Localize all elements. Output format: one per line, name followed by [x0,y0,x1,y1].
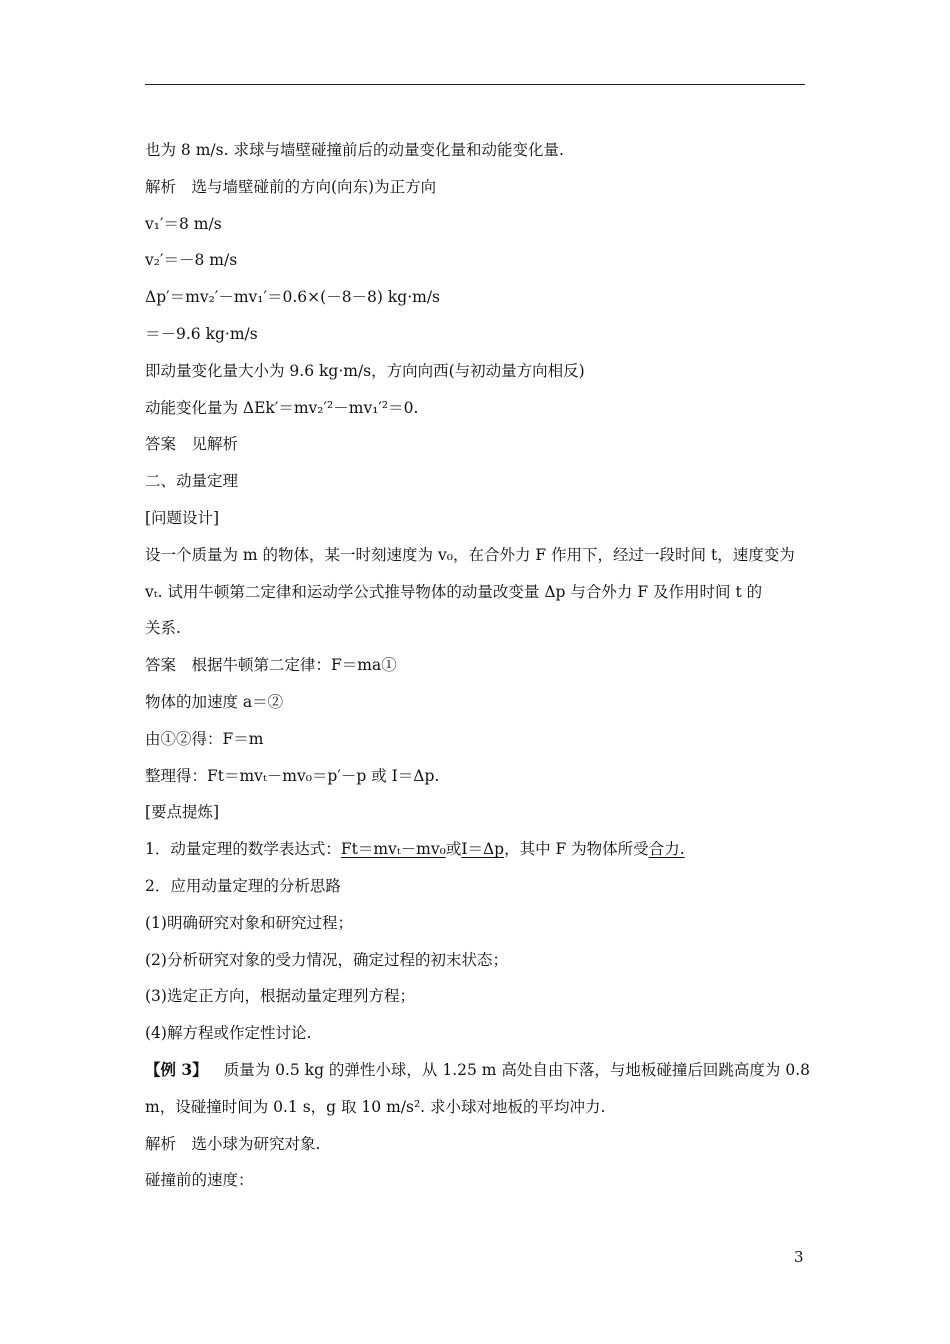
key-point-1 [145,839,810,859]
list-item: (4)解方程或作定性讨论. [145,1024,312,1043]
text-line: 碰撞前的速度： [145,1171,254,1190]
text-line: 物体的加速度 a＝② [145,692,284,711]
text-line: 解析 选与墙壁碰前的方向(向东)为正方向 [145,177,437,196]
paragraph-row [145,1060,810,1080]
text-line: v₂′＝－8 m/s [145,251,238,270]
text-line: 也为 8 m/s. 求球与墙壁碰撞前后的动量变化量和动能变化量. [145,141,564,159]
text-line: 答案 根据牛顿第二定律：F＝ma① [145,656,397,675]
text-line: 动能变化量为 ΔEk′＝mv₂′²－mv₁′²＝0. [145,398,419,417]
text-line: 即动量变化量大小为 9.6 kg·m/s，方向向西(与初动量方向相反) [145,361,585,380]
list-item: (2)分析研究对象的受力情况，确定过程的初末状态； [145,950,508,969]
page-body [145,140,810,1207]
header-rule [145,84,805,85]
connector-text: ，其中 F 为物体所受 [504,840,649,859]
text-line: 由①②得：F＝m [145,729,264,748]
term-underlined: 合力. [648,840,685,859]
connector-text: 或 [445,840,462,859]
text-line: Δp′＝mv₂′－mv₁′＝0.6×(－8－8) kg·m/s [145,288,441,307]
subsection-heading: [问题设计] [145,508,220,527]
formula-underlined: Ft＝mvₜ－mv₀ [340,840,446,859]
subsection-heading: [要点提炼] [145,803,220,822]
key-point-prefix: 1．动量定理的数学表达式： [145,840,341,859]
text-line: v₁′＝8 m/s [145,214,222,233]
text-line: 整理得：Ft＝mvₜ－mv₀＝p′－p 或 I＝Δp. [145,766,440,785]
text-line: 2．应用动量定理的分析思路 [145,876,341,895]
paragraph-row: m，设碰撞时间为 0.1 s，g 取 10 m/s². 求小球对地板的平均冲力. [145,1097,606,1116]
formula-underlined: I＝Δp [461,840,505,859]
answer-line: 答案 见解析 [145,435,239,454]
text-line: ＝－9.6 kg·m/s [145,324,258,343]
list-item: (1)明确研究对象和研究过程； [145,913,353,932]
section-heading: 二、动量定理 [145,472,239,491]
example-text: 质量为 0.5 kg 的弹性小球，从 1.25 m 高处自由下落，与地板碰撞后回跳高度为 0.8 [223,1060,811,1079]
example-paragraph [145,1060,810,1117]
paragraph-row: 关系. [145,619,181,638]
paragraph-row: vₜ. 试用牛顿第二定律和运动学公式推导物体的动量改变量 Δp 与合外力 F 及作用时间 t 的 [145,582,763,601]
page-number: 3 [794,1248,804,1266]
example-tag: 【例 3】 [145,1059,208,1079]
list-item: (3)选定正方向，根据动量定理列方程； [145,987,415,1006]
text-line: 解析 选小球为研究对象. [145,1134,321,1153]
problem-paragraph [145,545,810,639]
paragraph-row: 设一个质量为 m 的物体，某一时刻速度为 v₀，在合外力 F 作用下，经过一段时间 t，速度变为 [145,545,795,564]
